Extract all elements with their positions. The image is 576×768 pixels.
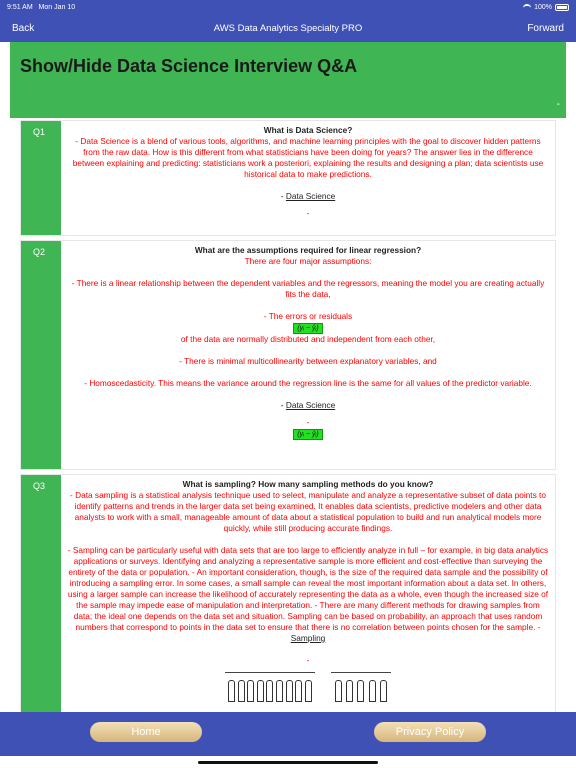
question-text: What is Data Science? [263, 125, 353, 135]
link-prefix: - [280, 191, 286, 201]
answer-dash: - [306, 655, 310, 665]
link-prefix: - [280, 400, 286, 410]
battery-icon [555, 4, 569, 11]
sampling-illustration [67, 672, 549, 702]
sampling-link[interactable]: Sampling [290, 633, 326, 643]
status-bar [0, 0, 576, 14]
qa-body [61, 475, 555, 712]
answer-intro: There are four major assumptions: [244, 256, 372, 266]
answer-dash: - [306, 417, 310, 427]
banner-dash: - [556, 99, 560, 110]
question-number: Q2 [21, 241, 61, 469]
data-science-link[interactable]: Data Science [285, 400, 336, 410]
question-number: Q3 [21, 475, 61, 712]
question-text: What are the assumptions required for linear regression? [194, 245, 422, 255]
question-number: Q1 [21, 121, 61, 235]
assumption-4: - Homoscedasticity. This means the variance around the regression line is the same for all values of the predictor variable. [84, 378, 532, 388]
residual-equation: (yᵢ − ŷᵢ) [293, 323, 322, 334]
assumption-2-start: - The errors or residuals [263, 311, 353, 321]
question-text: What is sampling? How many sampling methods do you know? [182, 479, 434, 489]
back-button[interactable]: Back [12, 22, 35, 34]
qa-card-2 [20, 240, 556, 470]
qa-body [61, 241, 555, 469]
qa-card-1 [20, 120, 556, 236]
sampling-figure-right [331, 672, 391, 702]
qa-body [61, 121, 555, 235]
forward-button[interactable]: Forward [527, 22, 564, 34]
battery-percent: 100% [534, 3, 552, 11]
home-indicator [198, 761, 378, 764]
privacy-policy-button[interactable]: Privacy Policy [374, 722, 486, 742]
sampling-figure-left [225, 672, 315, 702]
status-time: 9:51 AM [7, 3, 33, 11]
page-banner [10, 42, 566, 118]
page-title[interactable]: Show/Hide Data Science Interview Q&A [20, 56, 358, 76]
home-button[interactable]: Home [90, 722, 202, 742]
assumption-1: - There is a linear relationship between the dependent variables and the regressors, meaning the model you are creating actually fits the data, [71, 278, 545, 299]
wifi-icon [523, 4, 531, 10]
status-date: Mon Jan 10 [38, 3, 76, 11]
app-title: AWS Data Analytics Specialty PRO [213, 22, 363, 34]
residual-equation-2: (yᵢ − ŷᵢ) [293, 429, 322, 440]
assumption-3: - There is minimal multicollinearity between explanatory variables, and [179, 356, 437, 366]
data-science-link[interactable]: Data Science [285, 191, 336, 201]
qa-card-3 [20, 474, 556, 712]
bottom-tab-bar [0, 712, 576, 756]
answer-text: - Data Science is a blend of various tools, algorithms, and machine learning principles with the goal to discover hidden patterns from the raw data. How is this different from what statisticians have been doing for years? The answer lies in the difference between explaining and predicting: statisticians work a posteriori, explaining the results and designing a plan; data scientists use historical data to make predictions. [72, 136, 544, 179]
answer-paragraph-2: - Sampling can be particularly useful with data sets that are too large to efficiently analyze in full – for example, in big data analytics applications or surveys. Identifying and analyzing a representative sample is more efficient and cost-effective than surveying the entirety of the data or population. - An important consideration, though, is the size of the required data sample and the possibility of introducing a sampling error. In some cases, a small sample can reveal the most important information about a data set. In others, using a larger sample can increase the likelihood of accurately representing the data as a whole, even though the increased size of the sample may impede ease of manipulation and interpretation. - There are many different methods for drawing samples from data; the ideal one depends on the data set and situation. Sampling can be based on probability, an approach that uses random numbers that correspond to points in the data set to ensure that there is no correlation between points chosen for the sample. - [67, 545, 549, 632]
navigation-bar [0, 14, 576, 42]
answer-paragraph-1: - Data sampling is a statistical analysis technique used to select, manipulate and analyze a representative subset of data points to identify patterns and trends in the larger data set being examined. It enables data scientists, predictive modelers and other data analysts to work with a small, manageable amount of data about a statistical population to build and run analytical models more quickly, while still producing accurate findings. [70, 490, 546, 533]
qa-list[interactable] [10, 118, 566, 712]
answer-dash: - [306, 208, 310, 218]
assumption-2-end: of the data are normally distributed and independent from each other, [180, 334, 436, 344]
